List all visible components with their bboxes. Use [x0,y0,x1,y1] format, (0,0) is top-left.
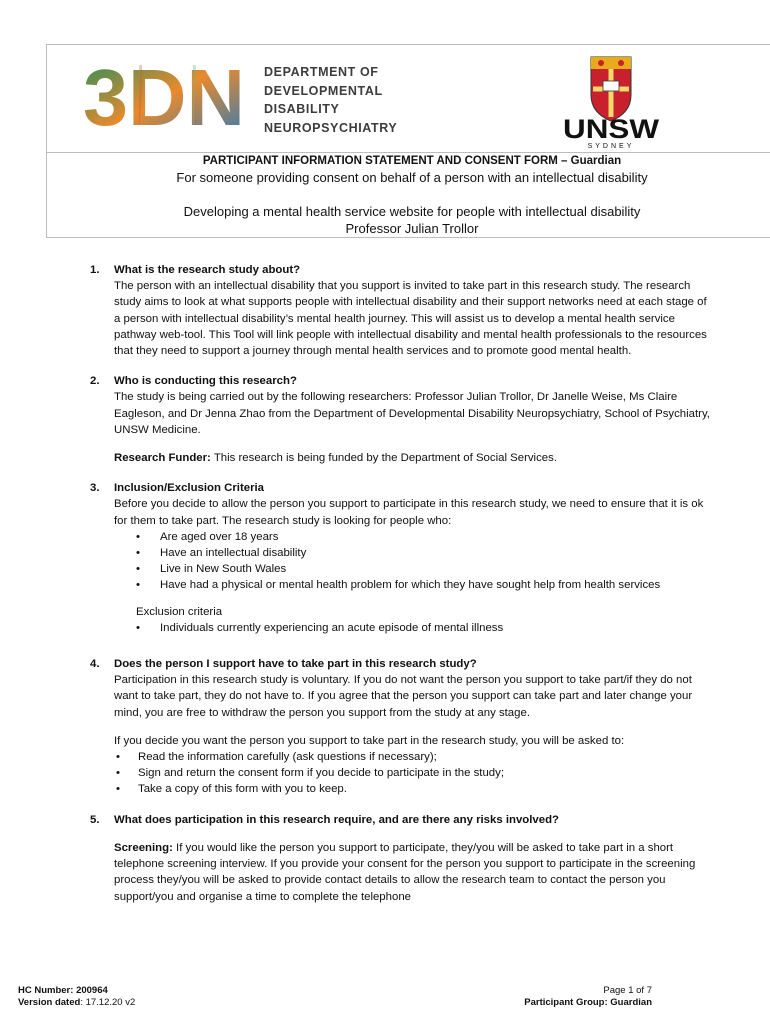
funder-label: Research Funder: [114,452,211,465]
screening-text: If you would like the person you support to participate, they/you will be asked to take part in a short telephone screening interview. If you provide your consent for the person you support to participate in the screening process they/you will be asked to provide contact details to allow the research team to contact the person you support/you and organise a time to complete the telephone [114,841,696,903]
funder-text: This research is being funded by the Department of Social Services. [210,452,557,465]
exclusion-label: Exclusion criteria [136,605,223,618]
list-item: • Read the information carefully (ask questions if necessary); [114,749,710,765]
section-number: 1. [90,264,100,276]
exclusion-list [114,620,710,636]
document-body [90,262,710,919]
section-heading: What does participation in this research require, and are there any risks involved? [114,813,560,826]
page-number: Page 1 of 7 [603,985,652,996]
screening-label: Screening: [114,841,173,854]
header-titles [47,153,770,238]
unsw-wordmark: UNSW [563,114,660,144]
department-line: DEVELOPMENTAL [264,83,383,98]
research-funder [114,450,710,466]
section-body-2: If you decide you want the person you support to take part in the research study, you will be asked to: [114,734,625,747]
study-title: Developing a mental health service website for people with intellectual disability [183,204,641,219]
list-item: • Have an intellectual disability [136,545,710,561]
section-body: Before you decide to allow the person you support to participate in this research study, we need to ensure that it is ok for them to take part. The research study is looking for people who: [114,498,704,527]
screening-paragraph [114,840,710,905]
section-number: 4. [90,658,100,671]
hc-value: 200964 [76,985,108,996]
hc-label: HC Number: [18,985,74,996]
section-heading: Inclusion/Exclusion Criteria [114,482,265,495]
list-item: • Take a copy of this form with you to keep. [114,781,710,797]
hc-number [18,985,135,997]
section-4 [90,656,710,798]
section-body: The study is being carried out by the following researchers: Professor Julian Trollor, Dr Janelle Weise, Ms Claire Eagleson, and Dr Jenna Zhao from the Department of Developmental Disability Neuropsychiatry, School of Psychiatry, UNSW Medicine. [114,391,710,436]
section-number: 2. [90,375,100,388]
steps-list [114,749,710,798]
version-label: Version dated [18,997,81,1008]
unsw-city: SYDNEY [587,143,635,149]
unsw-logo-icon [559,55,663,149]
department-line: NEUROPSYCHIATRY [264,120,398,135]
section-2 [90,373,710,466]
version-value: : 17.12.20 v2 [80,997,136,1008]
section-heading: Does the person I support have to take part in this research study? [114,658,477,671]
department-line: DEPARTMENT OF [264,65,379,79]
list-item: • Have had a physical or mental health problem for which they have sought help from health services [136,577,710,593]
group-label: Participant Group: [524,997,608,1008]
group-value: Guardian [610,997,652,1008]
section-heading: Who is conducting this research? [114,375,297,388]
version-dated [18,997,135,1009]
form-title: PARTICIPANT INFORMATION STATEMENT AND CONSENT FORM – Guardian [202,155,622,167]
list-item: • Sign and return the consent form if you decide to participate in the study; [114,765,710,781]
department-line: DISABILITY [264,102,340,116]
list-item: • Are aged over 18 years [136,529,710,545]
section-1 [90,262,710,359]
section-body: The person with an intellectual disability that you support is invited to take part in this research study. The research study aims to look at what supports people with intellectual disability and their support networks need at each stage of a person with intellectual disability’s mental health journey. This will assist us to develop a mental health service pathway web-tool. This Tool will link people with intellectual disability and mental health professionals to the resources that they need to support a journey through mental health services and to promote good mental health. [114,280,707,358]
form-subtitle: For someone providing consent on behalf of a person with an intellectual disability [176,170,648,185]
chief-investigator: Professor Julian Trollor [345,221,479,236]
3dn-logo-text: 3DN [83,59,245,131]
list-item: • Individuals currently experiencing an acute episode of mental illness [136,620,710,636]
footer-right [524,985,652,1009]
section-3 [90,480,710,636]
section-heading: What is the research study about? [114,264,301,276]
participant-group [524,997,652,1009]
3dn-logo-icon [83,59,247,131]
section-5 [90,812,710,905]
section-number: 3. [90,482,100,495]
section-body: Participation in this research study is voluntary. If you do not want the person you support to take part/if they do not want to take part, they do not have to. If you agree that the person you support can take part and later change your mind, you are free to withdraw the person you support from the study at any stage. [114,674,693,719]
inclusion-list [114,529,710,594]
footer-left [18,985,135,1009]
list-item: • Live in New South Wales [136,561,710,577]
section-number: 5. [90,813,100,826]
header-box [46,44,770,238]
department-name [264,63,397,137]
